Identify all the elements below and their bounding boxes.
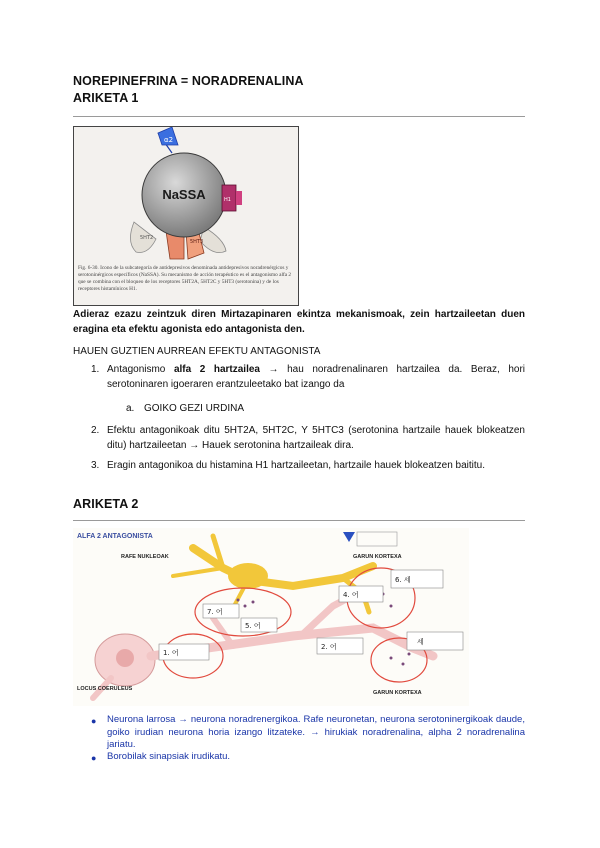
bullet-item-2: Borobilak sinapsiak irudikatu. xyxy=(107,751,231,762)
neuron-illustration xyxy=(73,528,469,706)
label-box-5-text: 5. 어 xyxy=(245,622,261,630)
list-item-1-before: Antagonismo xyxy=(107,364,174,375)
garun-kortexa-bottom: GARUN KORTEXA xyxy=(373,690,422,696)
list-item-1 xyxy=(107,362,525,392)
rafe-label: RAFE NUKLEOAK xyxy=(121,554,169,560)
bullet-dot-2: ● xyxy=(91,753,97,763)
receptor-label-5ht2: 5HT2 xyxy=(140,235,154,241)
list-number-2: 2. xyxy=(91,425,100,436)
list-number-1: 1. xyxy=(91,364,100,375)
list-number-3: 3. xyxy=(91,460,100,471)
label-box-2-text: 2. 어 xyxy=(321,643,337,651)
label-box-6-text: 6. 세 xyxy=(395,576,411,584)
h1-label: H1 xyxy=(224,197,231,203)
label-box-7-text: 7. 어 xyxy=(207,608,223,616)
alpha2-diagram xyxy=(73,528,469,706)
list-item-2: Efektu antagonikoak ditu 5HT2A, 5HT2C, Y 5HTC3 (serotonina hartzaile hauek blokeatzen ditu) hartzaileetan → Hauek serotonina hartzaileak dira. xyxy=(107,425,525,451)
divider-1 xyxy=(73,116,525,117)
bullet-item-1: Neurona larrosa → neurona noradrenergikoa. Rafe neuronetan, neurona serotoninergikoak daude, goiko irudian neurona horia izango litzateke. → hirukiak noradrenalina, alpha 2 noradrenalina jariatu. xyxy=(107,714,525,750)
list-item-3: Eragin antagonikoa du histamina H1 hartzaileetan, hartzaile hauek blokeatzen baititu. xyxy=(107,460,486,471)
nassa-figure xyxy=(73,126,299,306)
figure-caption: Fig. 6-30. Icono de la subcategoría de antidepresivos denominada antidepresivos noradrenérgicos y serotoninérgicos específicos (NaSSA). Su mecanismo de acción terapéutico es el antagonismo alfa 2 que se combina con el bloqueo de los receptores 5HT2A, 5HT2C y 5HT3 (serotonina) y de los receptores histamínicos H1. xyxy=(78,265,292,292)
sublist-letter: a. xyxy=(126,403,135,414)
exercise-question: Adieraz ezazu zeintzuk diren Mirtazapinaren ekintza mekanismoak, zein hartzaileetan duen eragina eta efektu agonista edo antagonista den. xyxy=(73,309,525,335)
section-heading-1: ARIKETA 1 xyxy=(73,91,139,105)
label-box-1-text: 1. 어 xyxy=(163,649,179,657)
title: NOREPINEFRINA = NORADRENALINA xyxy=(73,74,304,88)
section-heading-2: ARIKETA 2 xyxy=(73,497,139,511)
receptor-label-5ht3: 5HT3 xyxy=(190,239,204,245)
h1-receptor-icon xyxy=(222,185,242,211)
nassa-label: NaSSA xyxy=(162,187,206,202)
diagram-title: ALFA 2 ANTAGONISTA xyxy=(77,533,153,540)
sublist-text: GOIKO GEZI URDINA xyxy=(144,403,245,414)
label-box-4-text: 4. 어 xyxy=(343,591,359,599)
label-box-right xyxy=(407,632,463,650)
alpha2-flag-icon xyxy=(158,127,178,153)
alpha2-label: α2 xyxy=(164,136,174,144)
divider-2 xyxy=(73,520,525,521)
garun-kortexa-top: GARUN KORTEXA xyxy=(353,554,402,560)
bullet-dot-1: ● xyxy=(91,716,97,726)
list-item-1-bold: alfa 2 hartzailea xyxy=(173,364,260,375)
label-box-right-text: 세 xyxy=(417,638,424,646)
list-item-1-after: → hau noradrenalinaren hartzailea da. Beraz, hori serotoninaren igoeraren erantzuleetako bat izango da xyxy=(107,364,526,390)
nassa-illustration xyxy=(74,127,299,263)
locus-coeruleus-label: LOCUS COERULEUS xyxy=(77,686,133,692)
answer-intro: HAUEN GUZTIEN AURREAN EFEKTU ANTAGONISTA xyxy=(73,346,321,357)
sublist-item-a xyxy=(126,403,244,414)
